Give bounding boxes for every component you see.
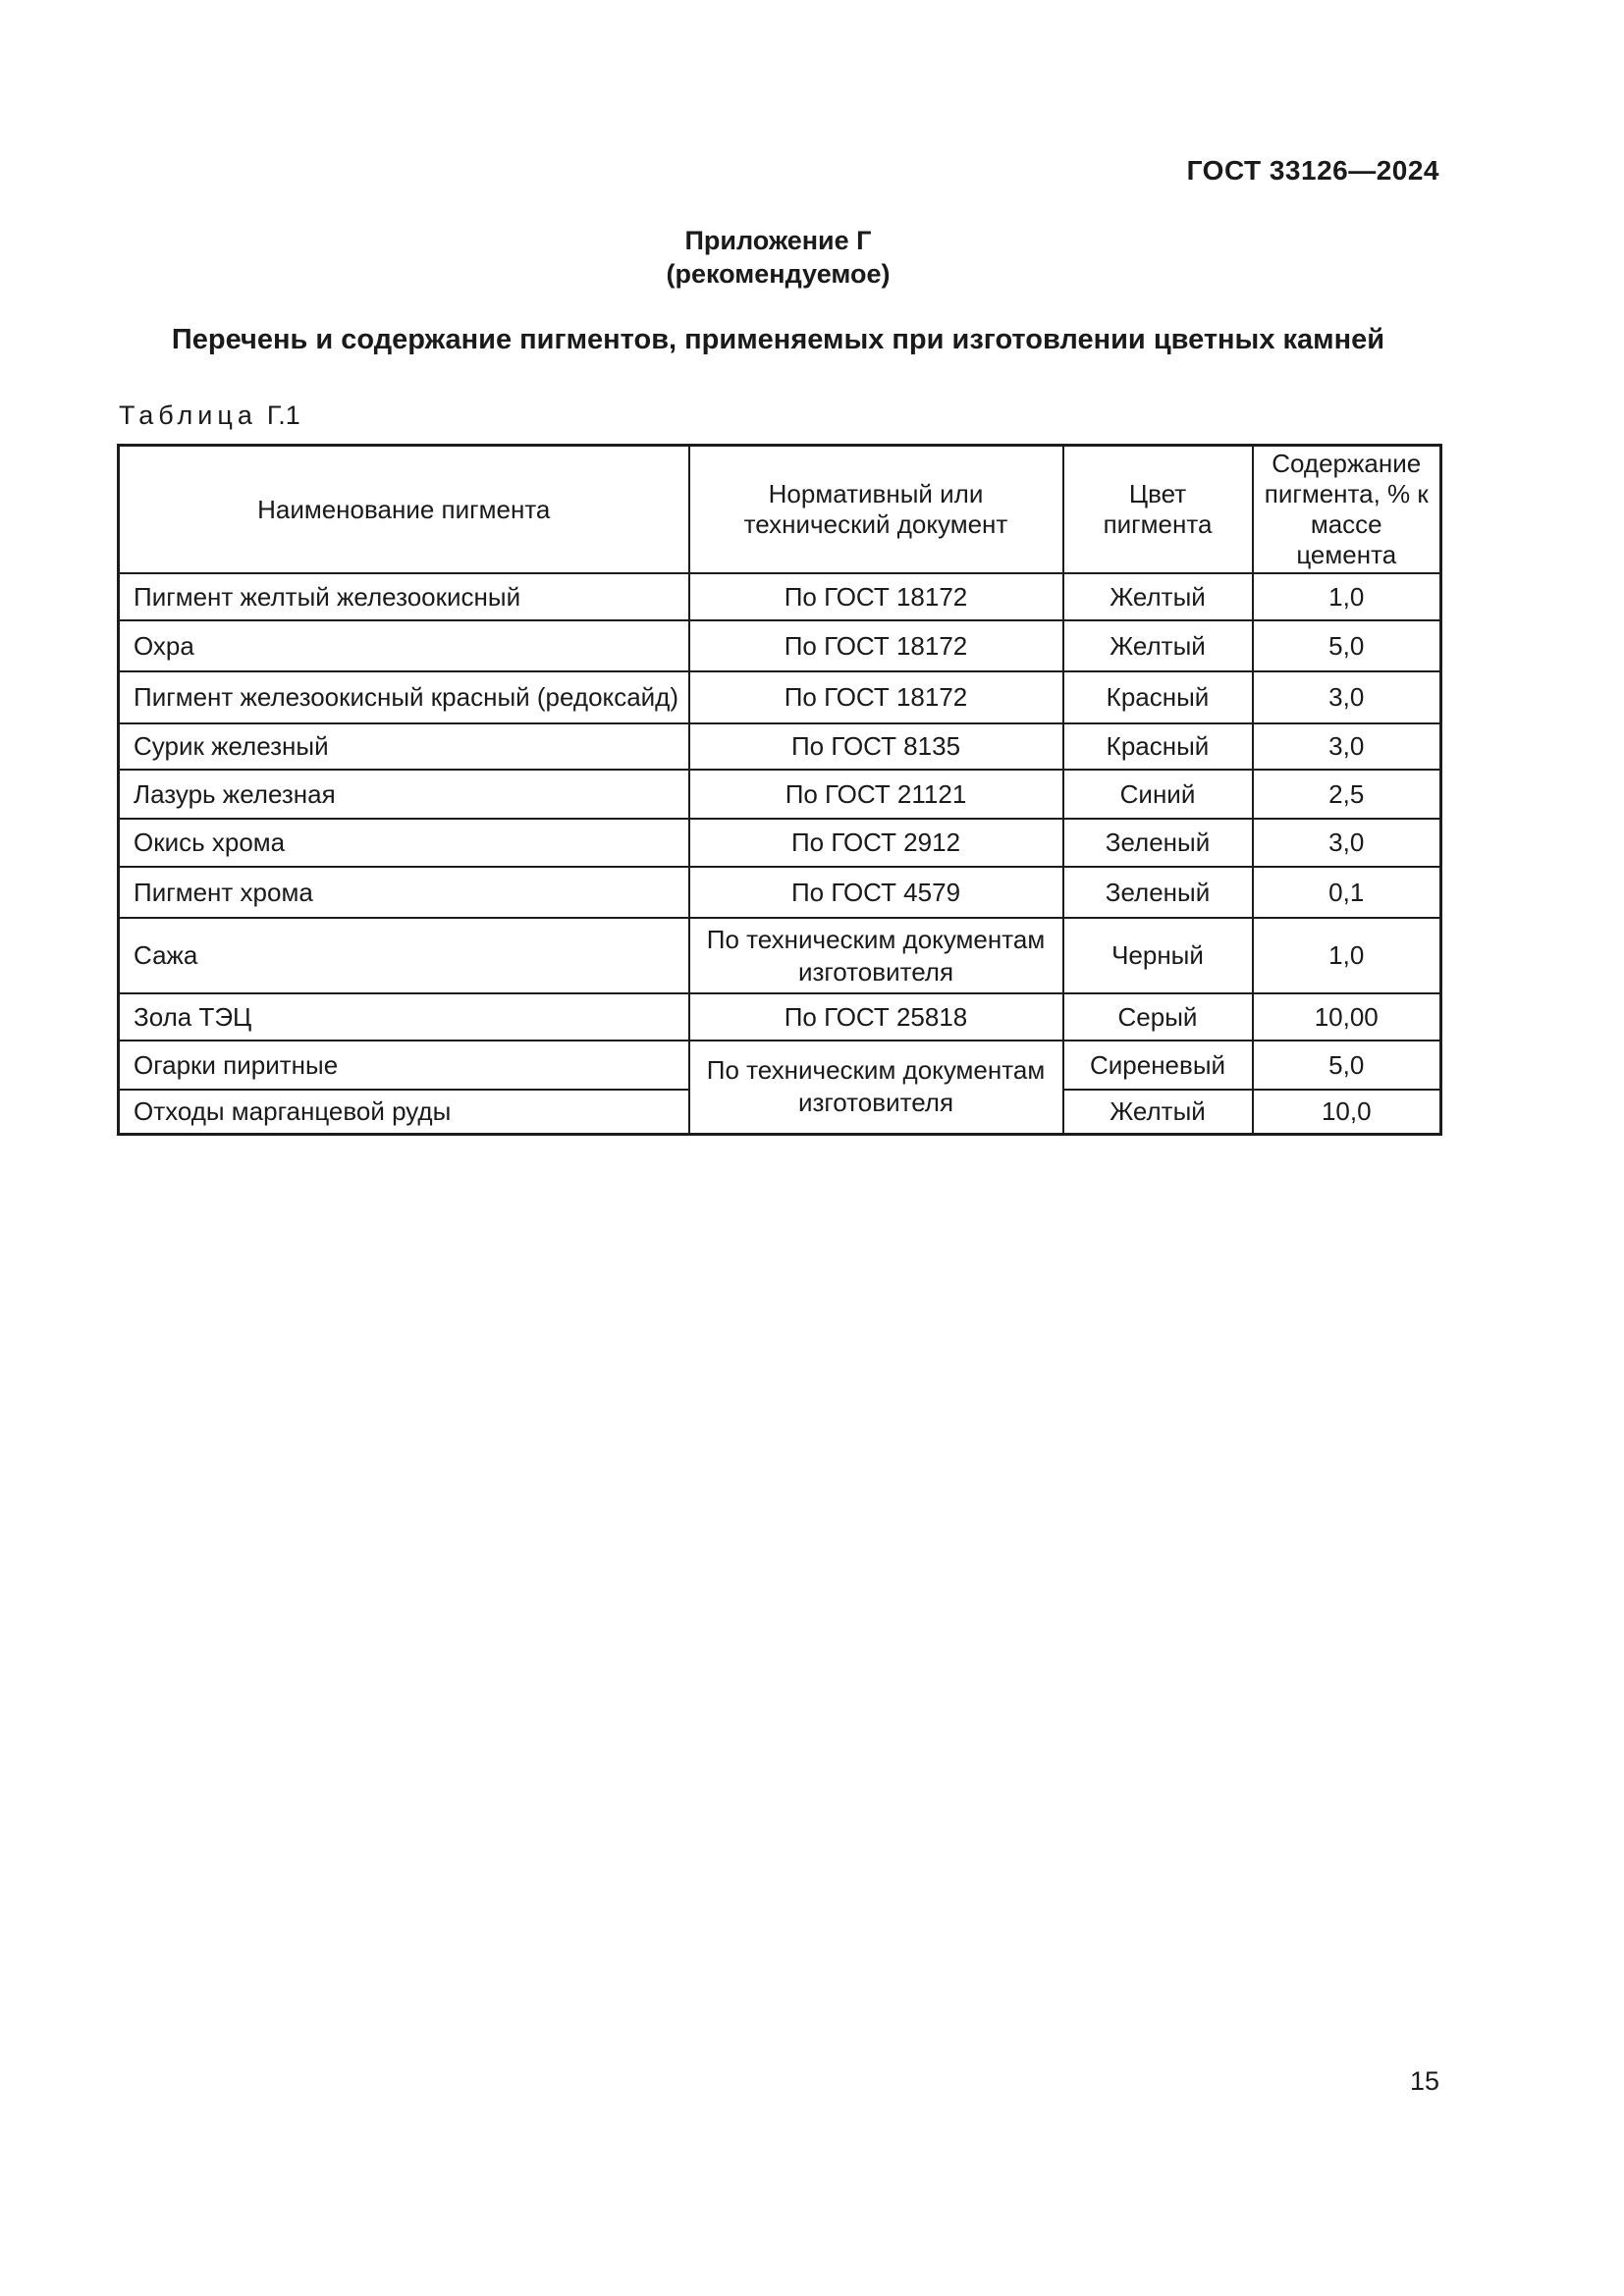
cell-color: Красный bbox=[1063, 723, 1253, 770]
table-header-row bbox=[119, 446, 1441, 574]
cell-document: По техническим документам изготовителя bbox=[689, 918, 1063, 993]
cell-color: Желтый bbox=[1063, 620, 1253, 671]
cell-color: Зеленый bbox=[1063, 819, 1253, 867]
cell-color: Красный bbox=[1063, 671, 1253, 723]
table-row bbox=[119, 723, 1441, 770]
cell-color: Желтый bbox=[1063, 573, 1253, 620]
appendix-subtitle: (рекомендуемое) bbox=[666, 259, 891, 289]
cell-content: 5,0 bbox=[1253, 1041, 1441, 1090]
table-row bbox=[119, 671, 1441, 723]
table-row bbox=[119, 770, 1441, 819]
cell-content: 0,1 bbox=[1253, 867, 1441, 918]
cell-color: Черный bbox=[1063, 918, 1253, 993]
cell-pigment-name: Пигмент железоокисный красный (редоксайд) bbox=[119, 671, 689, 723]
cell-document: По ГОСТ 18172 bbox=[689, 620, 1063, 671]
cell-content: 10,00 bbox=[1253, 993, 1441, 1041]
table-caption-word: Таблица bbox=[119, 400, 257, 430]
appendix-title: Приложение Г bbox=[684, 226, 872, 255]
doc-number: ГОСТ 33126—2024 bbox=[1186, 155, 1439, 186]
cell-pigment-name: Пигмент желтый железоокисный bbox=[119, 573, 689, 620]
appendix-heading bbox=[117, 224, 1439, 291]
page-number: 15 bbox=[1409, 2066, 1439, 2096]
cell-document: По ГОСТ 18172 bbox=[689, 671, 1063, 723]
cell-content: 1,0 bbox=[1253, 918, 1441, 993]
table-row bbox=[119, 1041, 1441, 1090]
cell-document-merged: По техническим документам изготовителя bbox=[689, 1041, 1063, 1134]
cell-color: Синий bbox=[1063, 770, 1253, 819]
cell-document: По ГОСТ 8135 bbox=[689, 723, 1063, 770]
cell-pigment-name: Пигмент хрома bbox=[119, 867, 689, 918]
cell-content: 3,0 bbox=[1253, 671, 1441, 723]
table-row bbox=[119, 918, 1441, 993]
cell-pigment-name: Сажа bbox=[119, 918, 689, 993]
col-header-pigment-name: Наименование пигмента bbox=[119, 446, 689, 574]
page-title: Перечень и содержание пигментов, применяемых при изготовлении цветных камней bbox=[171, 324, 1385, 355]
col-header-document: Нормативный или технический документ bbox=[689, 446, 1063, 574]
cell-pigment-name: Отходы марганцевой руды bbox=[119, 1090, 689, 1134]
cell-pigment-name: Зола ТЭЦ bbox=[119, 993, 689, 1041]
col-header-color: Цвет пигмента bbox=[1063, 446, 1253, 574]
cell-content: 2,5 bbox=[1253, 770, 1441, 819]
cell-color: Сиреневый bbox=[1063, 1041, 1253, 1090]
table-row bbox=[119, 573, 1441, 620]
cell-pigment-name: Сурик железный bbox=[119, 723, 689, 770]
table-row bbox=[119, 993, 1441, 1041]
cell-content: 1,0 bbox=[1253, 573, 1441, 620]
table-row bbox=[119, 819, 1441, 867]
cell-color: Желтый bbox=[1063, 1090, 1253, 1134]
cell-pigment-name: Окись хрома bbox=[119, 819, 689, 867]
col-header-content: Содержание пигмента, % к массе цемента bbox=[1253, 446, 1441, 574]
cell-color: Серый bbox=[1063, 993, 1253, 1041]
cell-content: 5,0 bbox=[1253, 620, 1441, 671]
cell-pigment-name: Охра bbox=[119, 620, 689, 671]
cell-content: 3,0 bbox=[1253, 819, 1441, 867]
table-caption-number: Г.1 bbox=[266, 400, 300, 430]
cell-content: 10,0 bbox=[1253, 1090, 1441, 1134]
cell-pigment-name: Лазурь железная bbox=[119, 770, 689, 819]
table-row bbox=[119, 620, 1441, 671]
cell-document: По ГОСТ 4579 bbox=[689, 867, 1063, 918]
cell-color: Зеленый bbox=[1063, 867, 1253, 918]
cell-document: По ГОСТ 25818 bbox=[689, 993, 1063, 1041]
cell-content: 3,0 bbox=[1253, 723, 1441, 770]
cell-pigment-name: Огарки пиритные bbox=[119, 1041, 689, 1090]
pigments-table bbox=[117, 444, 1442, 1136]
cell-document: По ГОСТ 18172 bbox=[689, 573, 1063, 620]
cell-document: По ГОСТ 21121 bbox=[689, 770, 1063, 819]
cell-document: По ГОСТ 2912 bbox=[689, 819, 1063, 867]
table-caption bbox=[119, 400, 300, 431]
table-row bbox=[119, 867, 1441, 918]
